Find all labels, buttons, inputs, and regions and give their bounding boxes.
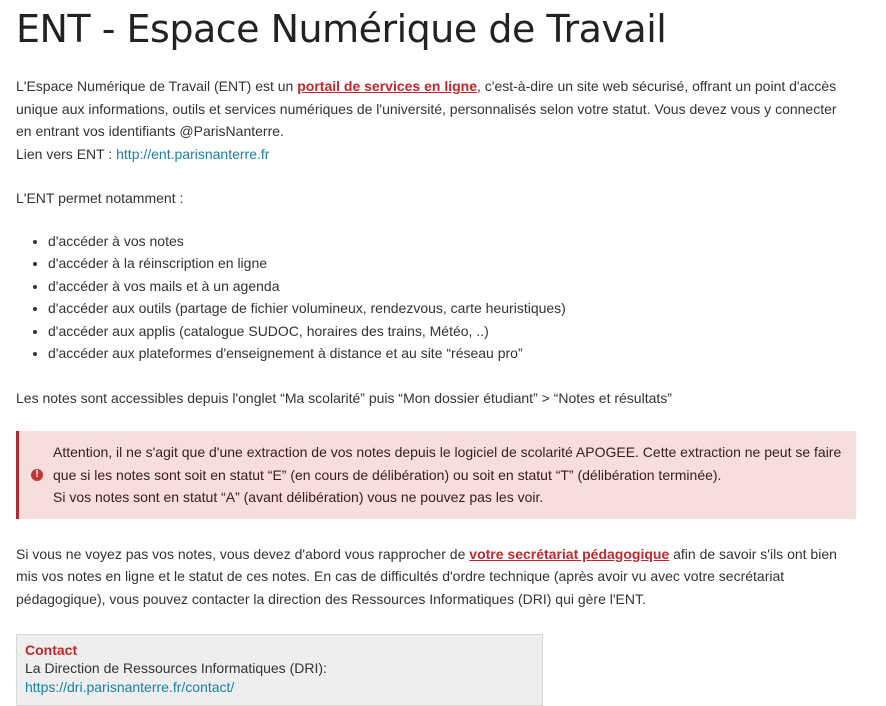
alert-circle-icon: !	[31, 469, 43, 481]
contact-box	[16, 634, 543, 706]
list-item: • d'accéder à vos notes	[48, 230, 856, 253]
list-item: • d'accéder à la réinscription en ligne	[48, 252, 856, 275]
alert-box	[16, 431, 856, 519]
ent-link-line	[16, 143, 856, 166]
notes-path-text: Les notes sont accessibles depuis l'onglet “Ma scolarité” puis “Mon dossier étudiant” > “Notes et résultats”	[16, 389, 672, 406]
features-list	[16, 230, 856, 365]
intro-text-1: L'Espace Numérique de Travail (ENT) est un	[16, 78, 298, 94]
ent-url-link[interactable]: http://ent.parisnanterre.fr	[116, 145, 270, 162]
list-item: • d'accéder aux plateformes d'enseignement à distance et au site “réseau pro”	[48, 342, 856, 365]
followup-text-1: Si vous ne voyez pas vos notes, vous devez d'abord vous rapprocher de	[16, 545, 470, 562]
portal-services-link[interactable]: portail de services en ligne	[297, 78, 477, 94]
followup-paragraph	[16, 543, 856, 611]
alert-text-2: Si vos notes sont en statut “A” (avant délibération) vous ne pouvez pas les voir.	[53, 489, 544, 505]
contact-org: La Direction de Ressources Informatiques (DRI):	[25, 660, 327, 676]
alert-body	[53, 441, 844, 509]
page-title: ENT - Espace Numérique de Travail	[16, 7, 667, 51]
alert-text: Attention, il ne s'agit que d'une extraction de vos notes depuis le logiciel de scolarité APOGEE. Cette extraction ne peut se faire que si les notes sont soit en statut “E” (en cours de délibération) ou soit en statut “T” (délibération terminée).	[53, 444, 842, 483]
list-item: • d'accéder aux outils (partage de fichier volumineux, rendezvous, carte heuristiques)	[48, 297, 856, 320]
ent-link-label: Lien vers ENT :	[16, 145, 117, 162]
intro-text-2: , c'est-à-dire un site web sécurisé, offrant un point d'accès unique aux informations, outils et services numériques de l'université, personnalisés selon votre statut. Vous devez vous y connecter en entrant vos identifiants @ParisNanterre.	[16, 78, 837, 139]
contact-url-link[interactable]: https://dri.parisnanterre.fr/contact/	[25, 679, 235, 695]
intro-paragraph	[16, 75, 856, 143]
secretariat-link[interactable]: votre secrétariat pédagogique	[469, 545, 670, 562]
features-title: L'ENT permet notamment :	[16, 190, 184, 206]
followup-text-2: afin de savoir s'ils ont bien mis vos notes en ligne et le statut de ces notes. En cas de difficultés d'ordre technique (après avoir vu avec votre secrétariat pédagogique), vous pouvez contacter la direction des Ressources Informatiques (DRI) qui gère l'ENT.	[16, 545, 837, 607]
list-item: • d'accéder aux applis (catalogue SUDOC, horaires des trains, Météo, ..)	[48, 320, 856, 343]
list-item: • d'accéder à vos mails et à un agenda	[48, 275, 856, 298]
contact-title: Contact	[25, 642, 78, 658]
